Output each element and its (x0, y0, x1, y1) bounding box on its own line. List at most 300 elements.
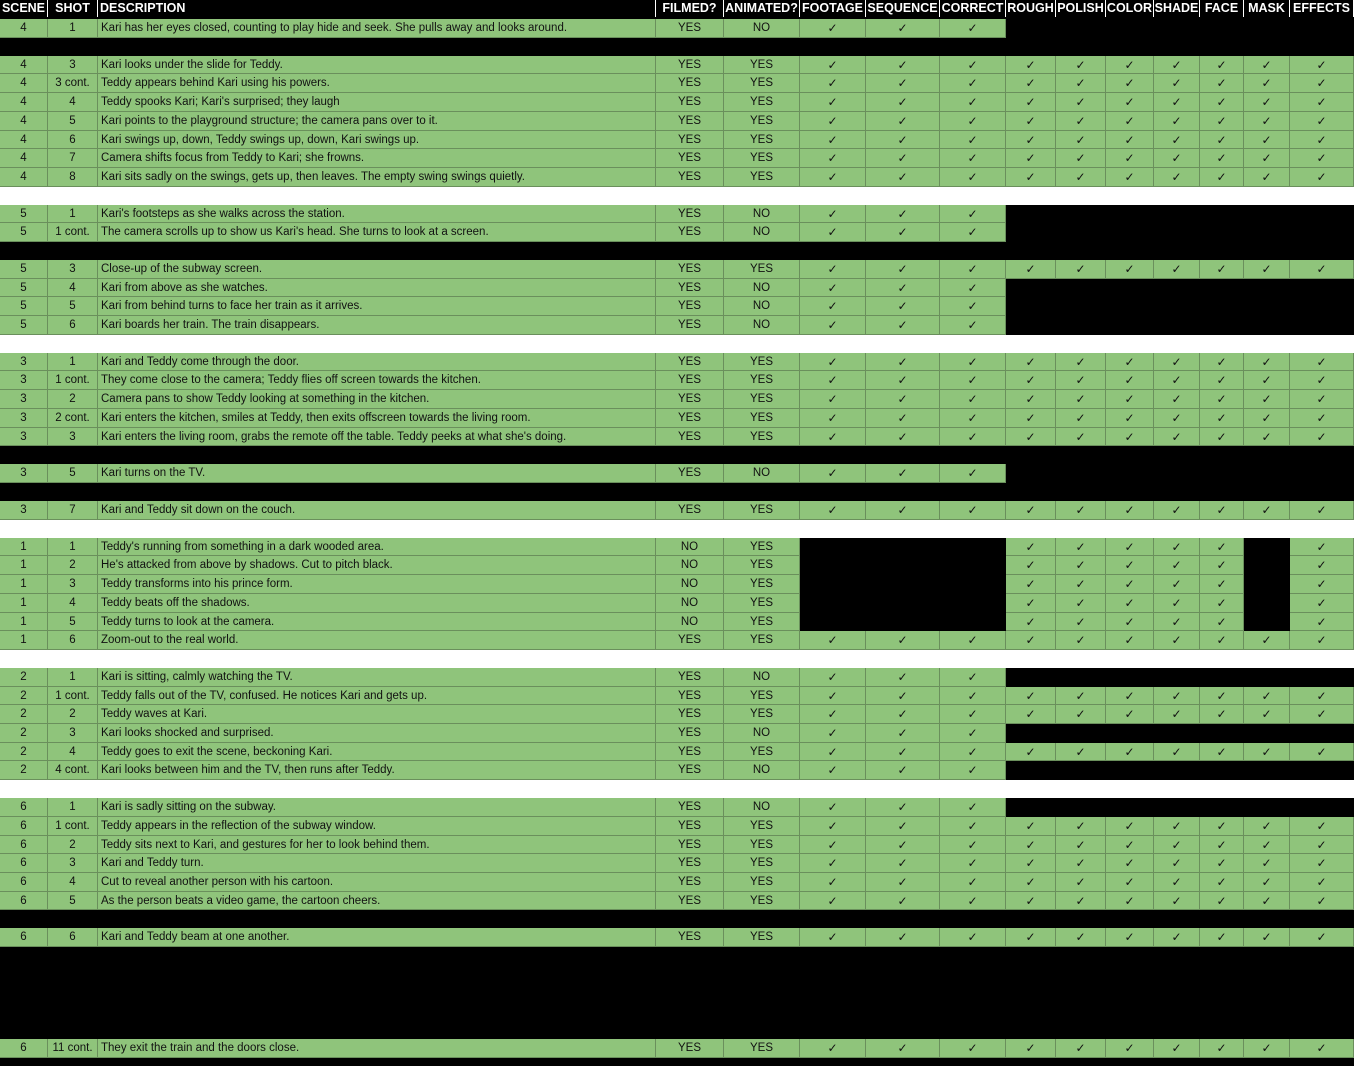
check-mark-face[interactable]: ✓ (1200, 260, 1244, 279)
check-mark-polish[interactable]: ✓ (1056, 892, 1106, 910)
check-mark-effects[interactable]: ✓ (1290, 613, 1354, 631)
animated-cell[interactable]: YES (724, 56, 800, 74)
check-mark-footage[interactable]: ✓ (800, 631, 866, 650)
filmed-cell[interactable]: YES (656, 205, 724, 223)
shot-cell[interactable]: 1 (48, 205, 98, 223)
filmed-cell[interactable]: YES (656, 631, 724, 650)
check-mark-footage[interactable]: ✓ (800, 817, 866, 836)
description-cell[interactable]: Kari turns on the TV. (98, 464, 656, 483)
animated-cell[interactable]: YES (724, 409, 800, 428)
check-mark-footage[interactable]: ✓ (800, 705, 866, 724)
animated-cell[interactable]: YES (724, 501, 800, 520)
check-mark-sequence[interactable]: ✓ (866, 390, 940, 409)
check-mark-correct[interactable]: ✓ (940, 409, 1006, 428)
check-mark-sequence[interactable]: ✓ (866, 687, 940, 705)
check-mark-correct[interactable]: ✓ (940, 279, 1006, 297)
check-mark-sequence[interactable]: ✓ (866, 1039, 940, 1058)
description-cell[interactable]: Camera shifts focus from Teddy to Kari; she frowns. (98, 149, 656, 168)
check-mark-effects[interactable]: ✓ (1290, 74, 1354, 93)
shot-cell[interactable]: 1 (48, 668, 98, 687)
check-mark-effects[interactable]: ✓ (1290, 631, 1354, 650)
check-mark-polish[interactable]: ✓ (1056, 594, 1106, 613)
check-mark-footage[interactable]: ✓ (800, 390, 866, 409)
check-mark-sequence[interactable]: ✓ (866, 854, 940, 873)
check-mark-color[interactable]: ✓ (1106, 428, 1154, 446)
description-cell[interactable]: Teddy turns to look at the camera. (98, 613, 656, 631)
filmed-cell[interactable]: YES (656, 798, 724, 817)
check-mark-mask[interactable]: ✓ (1244, 854, 1290, 873)
check-mark-rough[interactable]: ✓ (1006, 594, 1056, 613)
scene-cell[interactable]: 2 (0, 761, 48, 780)
check-mark-rough[interactable]: ✓ (1006, 538, 1056, 556)
filmed-cell[interactable]: YES (656, 390, 724, 409)
check-mark-color[interactable]: ✓ (1106, 854, 1154, 873)
check-mark-sequence[interactable]: ✓ (866, 297, 940, 316)
animated-cell[interactable]: YES (724, 1039, 800, 1058)
check-mark-correct[interactable]: ✓ (940, 1039, 1006, 1058)
filmed-cell[interactable]: YES (656, 892, 724, 910)
check-mark-mask[interactable]: ✓ (1244, 168, 1290, 187)
animated-cell[interactable]: NO (724, 316, 800, 335)
column-header-filmed[interactable]: FILMED? (656, 0, 724, 17)
description-cell[interactable]: Teddy appears in the reflection of the subway window. (98, 817, 656, 836)
check-mark-correct[interactable]: ✓ (940, 798, 1006, 817)
column-header-mask[interactable]: MASK (1244, 0, 1290, 17)
filmed-cell[interactable]: YES (656, 316, 724, 335)
check-mark-polish[interactable]: ✓ (1056, 131, 1106, 149)
check-mark-effects[interactable]: ✓ (1290, 56, 1354, 74)
shot-cell[interactable]: 2 (48, 705, 98, 724)
check-mark-color[interactable]: ✓ (1106, 928, 1154, 947)
check-mark-rough[interactable]: ✓ (1006, 74, 1056, 93)
check-mark-rough[interactable]: ✓ (1006, 687, 1056, 705)
shot-cell[interactable]: 1 (48, 353, 98, 371)
scene-cell[interactable]: 4 (0, 149, 48, 168)
check-mark-footage[interactable]: ✓ (800, 112, 866, 131)
check-mark-polish[interactable]: ✓ (1056, 743, 1106, 761)
check-mark-polish[interactable]: ✓ (1056, 538, 1106, 556)
check-mark-polish[interactable]: ✓ (1056, 112, 1106, 131)
check-mark-footage[interactable]: ✓ (800, 56, 866, 74)
check-mark-mask[interactable]: ✓ (1244, 93, 1290, 112)
shot-cell[interactable]: 1 (48, 538, 98, 556)
filmed-cell[interactable]: YES (656, 56, 724, 74)
scene-cell[interactable]: 4 (0, 19, 48, 38)
scene-cell[interactable]: 1 (0, 631, 48, 650)
check-mark-shade[interactable]: ✓ (1154, 705, 1200, 724)
animated-cell[interactable]: YES (724, 705, 800, 724)
check-mark-face[interactable]: ✓ (1200, 928, 1244, 947)
check-mark-mask[interactable]: ✓ (1244, 892, 1290, 910)
check-mark-polish[interactable]: ✓ (1056, 56, 1106, 74)
description-cell[interactable]: Kari boards her train. The train disappears. (98, 316, 656, 335)
check-mark-sequence[interactable]: ✓ (866, 279, 940, 297)
filmed-cell[interactable]: YES (656, 223, 724, 242)
check-mark-color[interactable]: ✓ (1106, 501, 1154, 520)
check-mark-correct[interactable]: ✓ (940, 371, 1006, 390)
check-mark-correct[interactable]: ✓ (940, 168, 1006, 187)
check-mark-sequence[interactable]: ✓ (866, 428, 940, 446)
check-mark-sequence[interactable]: ✓ (866, 892, 940, 910)
check-mark-face[interactable]: ✓ (1200, 168, 1244, 187)
check-mark-correct[interactable]: ✓ (940, 687, 1006, 705)
check-mark-correct[interactable]: ✓ (940, 892, 1006, 910)
scene-cell[interactable]: 3 (0, 353, 48, 371)
description-cell[interactable]: Teddy goes to exit the scene, beckoning Kari. (98, 743, 656, 761)
check-mark-mask[interactable]: ✓ (1244, 371, 1290, 390)
check-mark-face[interactable]: ✓ (1200, 836, 1244, 854)
filmed-cell[interactable]: YES (656, 19, 724, 38)
check-mark-polish[interactable]: ✓ (1056, 1039, 1106, 1058)
check-mark-polish[interactable]: ✓ (1056, 501, 1106, 520)
check-mark-face[interactable]: ✓ (1200, 613, 1244, 631)
filmed-cell[interactable]: YES (656, 928, 724, 947)
description-cell[interactable]: Teddy waves at Kari. (98, 705, 656, 724)
shot-cell[interactable]: 3 cont. (48, 74, 98, 93)
description-cell[interactable]: As the person beats a video game, the cartoon cheers. (98, 892, 656, 910)
check-mark-correct[interactable]: ✓ (940, 353, 1006, 371)
column-header-face[interactable]: FACE (1200, 0, 1244, 17)
check-mark-footage[interactable]: ✓ (800, 743, 866, 761)
check-mark-mask[interactable]: ✓ (1244, 409, 1290, 428)
column-header-effects[interactable]: EFFECTS (1290, 0, 1354, 17)
shot-cell[interactable]: 3 (48, 428, 98, 446)
check-mark-correct[interactable]: ✓ (940, 631, 1006, 650)
animated-cell[interactable]: YES (724, 131, 800, 149)
check-mark-correct[interactable]: ✓ (940, 501, 1006, 520)
description-cell[interactable]: Kari looks shocked and surprised. (98, 724, 656, 743)
filmed-cell[interactable]: YES (656, 93, 724, 112)
check-mark-footage[interactable]: ✓ (800, 223, 866, 242)
animated-cell[interactable]: YES (724, 631, 800, 650)
check-mark-footage[interactable]: ✓ (800, 149, 866, 168)
check-mark-color[interactable]: ✓ (1106, 836, 1154, 854)
check-mark-rough[interactable]: ✓ (1006, 575, 1056, 594)
check-mark-footage[interactable]: ✓ (800, 428, 866, 446)
check-mark-mask[interactable]: ✓ (1244, 873, 1290, 892)
check-mark-footage[interactable]: ✓ (800, 279, 866, 297)
check-mark-color[interactable]: ✓ (1106, 873, 1154, 892)
filmed-cell[interactable]: YES (656, 112, 724, 131)
animated-cell[interactable]: NO (724, 724, 800, 743)
check-mark-polish[interactable]: ✓ (1056, 93, 1106, 112)
check-mark-rough[interactable]: ✓ (1006, 928, 1056, 947)
shot-cell[interactable]: 2 (48, 556, 98, 575)
description-cell[interactable]: He's attacked from above by shadows. Cut to pitch black. (98, 556, 656, 575)
scene-cell[interactable]: 2 (0, 743, 48, 761)
scene-cell[interactable]: 2 (0, 687, 48, 705)
check-mark-effects[interactable]: ✓ (1290, 556, 1354, 575)
scene-cell[interactable]: 5 (0, 205, 48, 223)
check-mark-sequence[interactable]: ✓ (866, 205, 940, 223)
shot-cell[interactable]: 6 (48, 631, 98, 650)
shot-cell[interactable]: 5 (48, 613, 98, 631)
scene-cell[interactable]: 6 (0, 854, 48, 873)
check-mark-shade[interactable]: ✓ (1154, 149, 1200, 168)
check-mark-correct[interactable]: ✓ (940, 260, 1006, 279)
check-mark-sequence[interactable]: ✓ (866, 93, 940, 112)
description-cell[interactable]: Teddy transforms into his prince form. (98, 575, 656, 594)
description-cell[interactable]: Kari and Teddy beam at one another. (98, 928, 656, 947)
animated-cell[interactable]: YES (724, 112, 800, 131)
check-mark-sequence[interactable]: ✓ (866, 761, 940, 780)
check-mark-polish[interactable]: ✓ (1056, 168, 1106, 187)
check-mark-correct[interactable]: ✓ (940, 297, 1006, 316)
check-mark-effects[interactable]: ✓ (1290, 131, 1354, 149)
column-header-animated[interactable]: ANIMATED? (724, 0, 800, 17)
check-mark-color[interactable]: ✓ (1106, 131, 1154, 149)
check-mark-footage[interactable]: ✓ (800, 892, 866, 910)
check-mark-effects[interactable]: ✓ (1290, 1039, 1354, 1058)
shot-cell[interactable]: 1 (48, 19, 98, 38)
filmed-cell[interactable]: YES (656, 464, 724, 483)
check-mark-shade[interactable]: ✓ (1154, 836, 1200, 854)
animated-cell[interactable]: YES (724, 556, 800, 575)
check-mark-sequence[interactable]: ✓ (866, 149, 940, 168)
check-mark-effects[interactable]: ✓ (1290, 149, 1354, 168)
animated-cell[interactable]: YES (724, 854, 800, 873)
scene-cell[interactable]: 6 (0, 798, 48, 817)
check-mark-mask[interactable]: ✓ (1244, 928, 1290, 947)
check-mark-polish[interactable]: ✓ (1056, 556, 1106, 575)
description-cell[interactable]: Kari enters the kitchen, smiles at Teddy, then exits offscreen towards the living room. (98, 409, 656, 428)
check-mark-shade[interactable]: ✓ (1154, 613, 1200, 631)
scene-cell[interactable]: 3 (0, 390, 48, 409)
check-mark-shade[interactable]: ✓ (1154, 371, 1200, 390)
check-mark-face[interactable]: ✓ (1200, 594, 1244, 613)
check-mark-rough[interactable]: ✓ (1006, 131, 1056, 149)
animated-cell[interactable]: NO (724, 668, 800, 687)
check-mark-correct[interactable]: ✓ (940, 705, 1006, 724)
shot-cell[interactable]: 4 (48, 743, 98, 761)
animated-cell[interactable]: YES (724, 575, 800, 594)
check-mark-effects[interactable]: ✓ (1290, 817, 1354, 836)
filmed-cell[interactable]: YES (656, 74, 724, 93)
check-mark-polish[interactable]: ✓ (1056, 613, 1106, 631)
animated-cell[interactable]: NO (724, 205, 800, 223)
check-mark-footage[interactable]: ✓ (800, 316, 866, 335)
shot-cell[interactable]: 2 (48, 390, 98, 409)
check-mark-footage[interactable]: ✓ (800, 798, 866, 817)
check-mark-effects[interactable]: ✓ (1290, 687, 1354, 705)
check-mark-rough[interactable]: ✓ (1006, 353, 1056, 371)
check-mark-color[interactable]: ✓ (1106, 613, 1154, 631)
check-mark-shade[interactable]: ✓ (1154, 93, 1200, 112)
check-mark-footage[interactable]: ✓ (800, 131, 866, 149)
description-cell[interactable]: The camera scrolls up to show us Kari's head. She turns to look at a screen. (98, 223, 656, 242)
check-mark-footage[interactable]: ✓ (800, 836, 866, 854)
check-mark-correct[interactable]: ✓ (940, 428, 1006, 446)
animated-cell[interactable]: NO (724, 297, 800, 316)
scene-cell[interactable]: 4 (0, 56, 48, 74)
check-mark-sequence[interactable]: ✓ (866, 668, 940, 687)
filmed-cell[interactable]: YES (656, 873, 724, 892)
description-cell[interactable]: Kari points to the playground structure; the camera pans over to it. (98, 112, 656, 131)
check-mark-effects[interactable]: ✓ (1290, 93, 1354, 112)
animated-cell[interactable]: YES (724, 260, 800, 279)
animated-cell[interactable]: YES (724, 390, 800, 409)
scene-cell[interactable]: 2 (0, 705, 48, 724)
check-mark-sequence[interactable]: ✓ (866, 464, 940, 483)
animated-cell[interactable]: YES (724, 613, 800, 631)
check-mark-color[interactable]: ✓ (1106, 575, 1154, 594)
check-mark-sequence[interactable]: ✓ (866, 836, 940, 854)
check-mark-mask[interactable]: ✓ (1244, 501, 1290, 520)
description-cell[interactable]: Kari and Teddy sit down on the couch. (98, 501, 656, 520)
column-header-sequence[interactable]: SEQUENCE (866, 0, 940, 17)
column-header-correct[interactable]: CORRECT (940, 0, 1006, 17)
check-mark-face[interactable]: ✓ (1200, 93, 1244, 112)
check-mark-color[interactable]: ✓ (1106, 390, 1154, 409)
filmed-cell[interactable]: YES (656, 743, 724, 761)
check-mark-effects[interactable]: ✓ (1290, 428, 1354, 446)
check-mark-shade[interactable]: ✓ (1154, 428, 1200, 446)
check-mark-effects[interactable]: ✓ (1290, 892, 1354, 910)
animated-cell[interactable]: YES (724, 836, 800, 854)
check-mark-correct[interactable]: ✓ (940, 743, 1006, 761)
check-mark-rough[interactable]: ✓ (1006, 56, 1056, 74)
check-mark-sequence[interactable]: ✓ (866, 223, 940, 242)
shot-cell[interactable]: 11 cont. (48, 1039, 98, 1058)
check-mark-shade[interactable]: ✓ (1154, 928, 1200, 947)
check-mark-footage[interactable]: ✓ (800, 873, 866, 892)
check-mark-mask[interactable]: ✓ (1244, 112, 1290, 131)
check-mark-effects[interactable]: ✓ (1290, 743, 1354, 761)
check-mark-mask[interactable]: ✓ (1244, 687, 1290, 705)
check-mark-face[interactable]: ✓ (1200, 1039, 1244, 1058)
shot-cell[interactable]: 6 (48, 131, 98, 149)
check-mark-footage[interactable]: ✓ (800, 74, 866, 93)
check-mark-correct[interactable]: ✓ (940, 928, 1006, 947)
check-mark-mask[interactable]: ✓ (1244, 353, 1290, 371)
check-mark-sequence[interactable]: ✓ (866, 501, 940, 520)
check-mark-face[interactable]: ✓ (1200, 371, 1244, 390)
check-mark-footage[interactable]: ✓ (800, 501, 866, 520)
check-mark-footage[interactable]: ✓ (800, 687, 866, 705)
check-mark-sequence[interactable]: ✓ (866, 168, 940, 187)
animated-cell[interactable]: YES (724, 687, 800, 705)
check-mark-face[interactable]: ✓ (1200, 56, 1244, 74)
scene-cell[interactable]: 6 (0, 817, 48, 836)
check-mark-effects[interactable]: ✓ (1290, 594, 1354, 613)
check-mark-color[interactable]: ✓ (1106, 93, 1154, 112)
filmed-cell[interactable]: YES (656, 761, 724, 780)
scene-cell[interactable]: 1 (0, 575, 48, 594)
description-cell[interactable]: Teddy beats off the shadows. (98, 594, 656, 613)
description-cell[interactable]: Cut to reveal another person with his cartoon. (98, 873, 656, 892)
shot-cell[interactable]: 4 (48, 873, 98, 892)
shot-cell[interactable]: 1 cont. (48, 687, 98, 705)
scene-cell[interactable]: 4 (0, 93, 48, 112)
check-mark-effects[interactable]: ✓ (1290, 836, 1354, 854)
column-header-shade[interactable]: SHADE (1154, 1, 1199, 15)
description-cell[interactable]: Kari looks under the slide for Teddy. (98, 56, 656, 74)
check-mark-rough[interactable]: ✓ (1006, 260, 1056, 279)
check-mark-correct[interactable]: ✓ (940, 761, 1006, 780)
scene-cell[interactable]: 6 (0, 873, 48, 892)
check-mark-mask[interactable]: ✓ (1244, 56, 1290, 74)
check-mark-rough[interactable]: ✓ (1006, 149, 1056, 168)
scene-cell[interactable]: 4 (0, 74, 48, 93)
check-mark-effects[interactable]: ✓ (1290, 501, 1354, 520)
check-mark-mask[interactable]: ✓ (1244, 428, 1290, 446)
scene-cell[interactable]: 1 (0, 594, 48, 613)
check-mark-correct[interactable]: ✓ (940, 724, 1006, 743)
check-mark-sequence[interactable]: ✓ (866, 74, 940, 93)
animated-cell[interactable]: YES (724, 93, 800, 112)
check-mark-face[interactable]: ✓ (1200, 705, 1244, 724)
filmed-cell[interactable]: YES (656, 501, 724, 520)
check-mark-face[interactable]: ✓ (1200, 687, 1244, 705)
check-mark-mask[interactable]: ✓ (1244, 131, 1290, 149)
check-mark-color[interactable]: ✓ (1106, 409, 1154, 428)
check-mark-sequence[interactable]: ✓ (866, 371, 940, 390)
check-mark-sequence[interactable]: ✓ (866, 112, 940, 131)
description-cell[interactable]: Camera pans to show Teddy looking at something in the kitchen. (98, 390, 656, 409)
column-header-rough[interactable]: ROUGH (1006, 0, 1056, 17)
check-mark-effects[interactable]: ✓ (1290, 928, 1354, 947)
filmed-cell[interactable]: YES (656, 131, 724, 149)
check-mark-shade[interactable]: ✓ (1154, 817, 1200, 836)
check-mark-rough[interactable]: ✓ (1006, 743, 1056, 761)
check-mark-shade[interactable]: ✓ (1154, 538, 1200, 556)
filmed-cell[interactable]: YES (656, 353, 724, 371)
check-mark-rough[interactable]: ✓ (1006, 93, 1056, 112)
filmed-cell[interactable]: YES (656, 668, 724, 687)
animated-cell[interactable]: YES (724, 817, 800, 836)
check-mark-footage[interactable]: ✓ (800, 371, 866, 390)
check-mark-rough[interactable]: ✓ (1006, 836, 1056, 854)
description-cell[interactable]: Kari and Teddy turn. (98, 854, 656, 873)
check-mark-color[interactable]: ✓ (1106, 817, 1154, 836)
check-mark-polish[interactable]: ✓ (1056, 705, 1106, 724)
scene-cell[interactable]: 5 (0, 279, 48, 297)
scene-cell[interactable]: 5 (0, 316, 48, 335)
check-mark-polish[interactable]: ✓ (1056, 409, 1106, 428)
check-mark-effects[interactable]: ✓ (1290, 390, 1354, 409)
description-cell[interactable]: Teddy's running from something in a dark wooded area. (98, 538, 656, 556)
check-mark-polish[interactable]: ✓ (1056, 428, 1106, 446)
check-mark-polish[interactable]: ✓ (1056, 390, 1106, 409)
check-mark-footage[interactable]: ✓ (800, 205, 866, 223)
check-mark-shade[interactable]: ✓ (1154, 687, 1200, 705)
check-mark-sequence[interactable]: ✓ (866, 724, 940, 743)
check-mark-polish[interactable]: ✓ (1056, 854, 1106, 873)
check-mark-correct[interactable]: ✓ (940, 149, 1006, 168)
check-mark-shade[interactable]: ✓ (1154, 74, 1200, 93)
shot-cell[interactable]: 8 (48, 168, 98, 187)
check-mark-color[interactable]: ✓ (1106, 1039, 1154, 1058)
check-mark-sequence[interactable]: ✓ (866, 798, 940, 817)
check-mark-effects[interactable]: ✓ (1290, 353, 1354, 371)
check-mark-face[interactable]: ✓ (1200, 428, 1244, 446)
check-mark-mask[interactable]: ✓ (1244, 836, 1290, 854)
check-mark-shade[interactable]: ✓ (1154, 501, 1200, 520)
shot-cell[interactable]: 2 (48, 836, 98, 854)
check-mark-color[interactable]: ✓ (1106, 260, 1154, 279)
filmed-cell[interactable]: YES (656, 371, 724, 390)
check-mark-footage[interactable]: ✓ (800, 761, 866, 780)
filmed-cell[interactable]: YES (656, 705, 724, 724)
check-mark-rough[interactable]: ✓ (1006, 817, 1056, 836)
animated-cell[interactable]: YES (724, 538, 800, 556)
description-cell[interactable]: Zoom-out to the real world. (98, 631, 656, 650)
check-mark-rough[interactable]: ✓ (1006, 705, 1056, 724)
scene-cell[interactable]: 4 (0, 168, 48, 187)
check-mark-rough[interactable]: ✓ (1006, 613, 1056, 631)
check-mark-shade[interactable]: ✓ (1154, 112, 1200, 131)
column-header-shot[interactable]: SHOT (48, 0, 98, 17)
